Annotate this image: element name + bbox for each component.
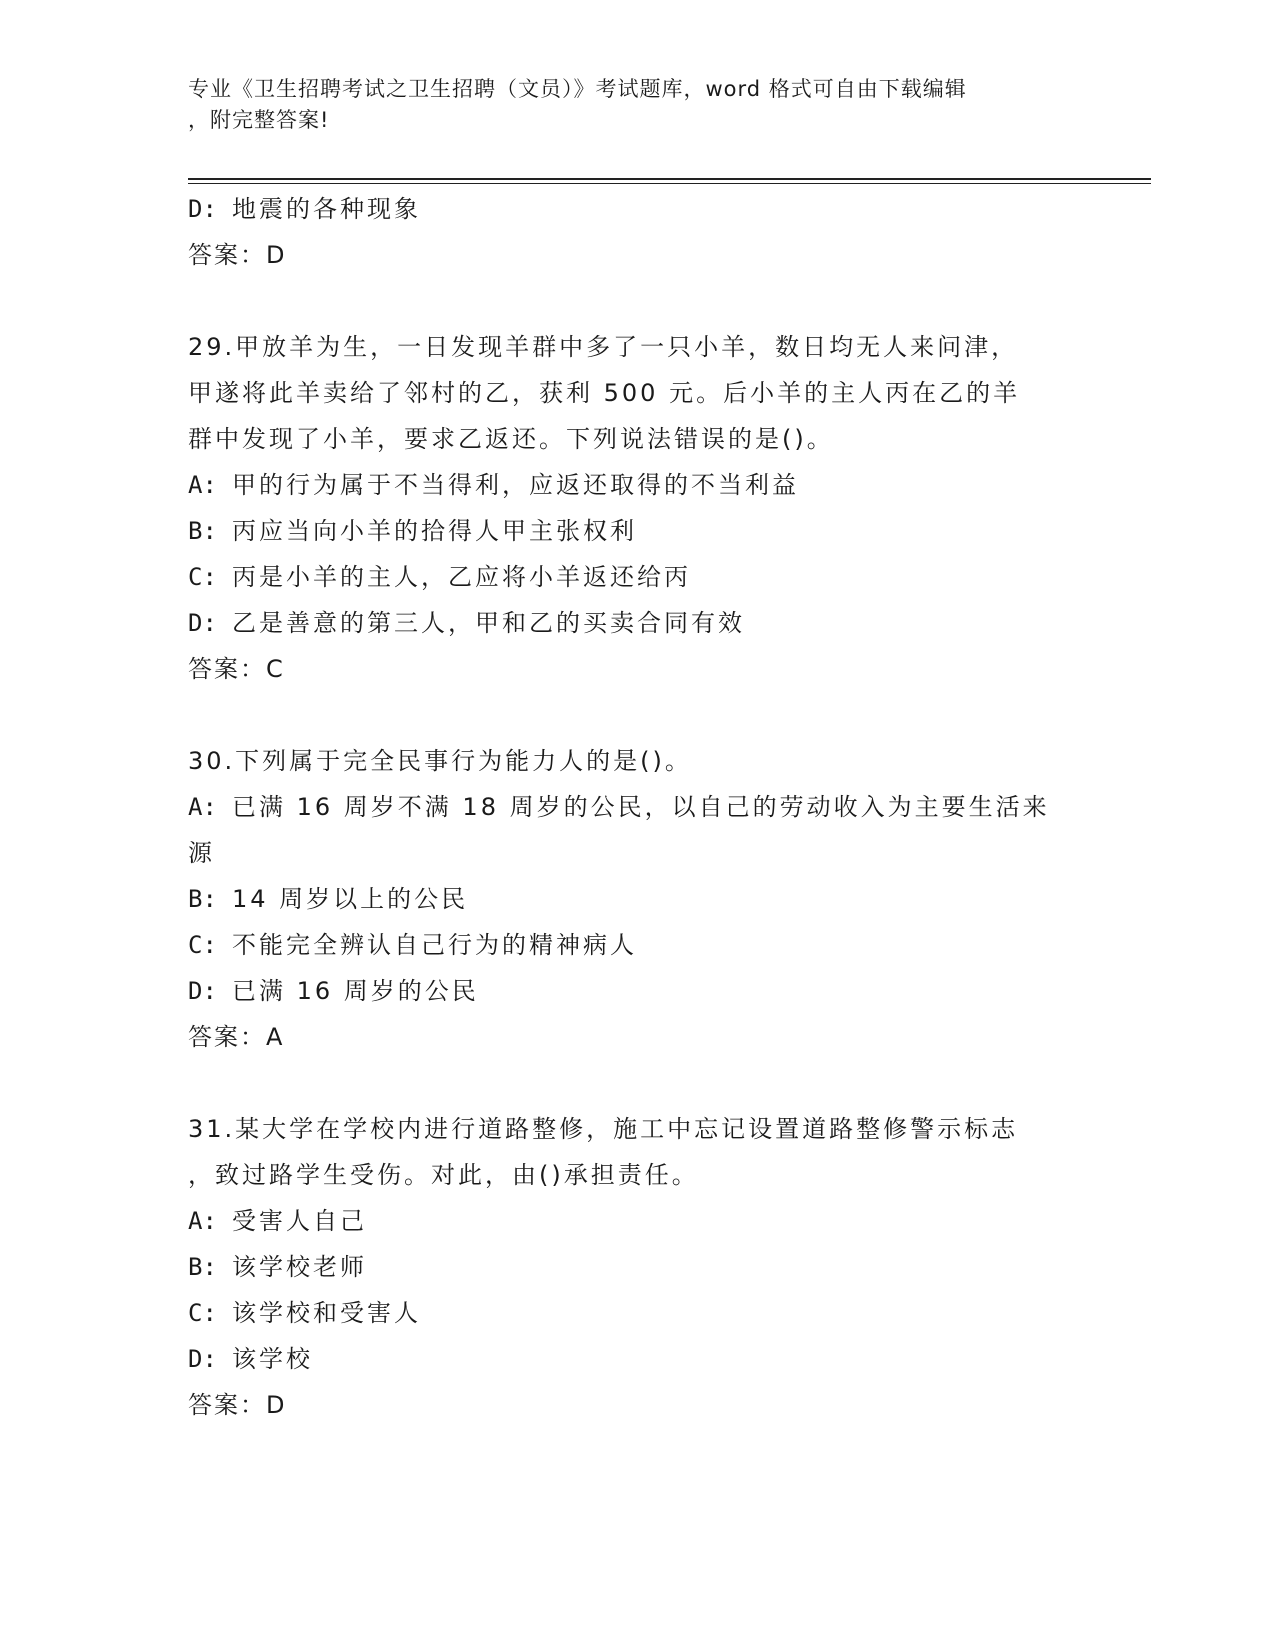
option-b bbox=[188, 876, 1088, 922]
option-b bbox=[188, 1244, 1088, 1290]
option-text: 该学校老师 bbox=[232, 1253, 367, 1281]
option-a-continuation: 源 bbox=[188, 839, 215, 867]
option-text: 丙是小羊的主人，乙应将小羊返还给丙 bbox=[232, 563, 691, 591]
spacer bbox=[188, 278, 1088, 324]
option-label: D: bbox=[188, 609, 217, 637]
option-a bbox=[188, 1198, 1088, 1244]
option-label: B: bbox=[188, 1253, 217, 1281]
option-label: C: bbox=[188, 1299, 217, 1327]
option-d bbox=[188, 968, 1088, 1014]
option-c bbox=[188, 554, 1088, 600]
option-c bbox=[188, 1290, 1088, 1336]
answer: 答案：C bbox=[188, 655, 285, 683]
option-a bbox=[188, 462, 1088, 508]
header-line-2: ，附完整答案! bbox=[188, 108, 330, 132]
option-d bbox=[188, 600, 1088, 646]
page-header bbox=[188, 74, 1068, 136]
question-stem-line: 甲遂将此羊卖给了邻村的乙，获利 500 元。后小羊的主人丙在乙的羊 bbox=[188, 379, 1021, 407]
option-label: A: bbox=[188, 471, 217, 499]
question-stem-line: 29.甲放羊为生，一日发现羊群中多了一只小羊，数日均无人来问津， bbox=[188, 333, 1019, 361]
option-label: A: bbox=[188, 1207, 217, 1235]
option-label: B: bbox=[188, 517, 217, 545]
option-text: 地震的各种现象 bbox=[232, 195, 421, 223]
option-text: 甲的行为属于不当得利，应返还取得的不当利益 bbox=[232, 471, 799, 499]
header-line-1: 专业《卫生招聘考试之卫生招聘（文员）》考试题库，word 格式可自由下载编辑 bbox=[188, 77, 967, 101]
spacer bbox=[188, 1060, 1088, 1106]
option-label: B: bbox=[188, 885, 217, 913]
previous-option-d bbox=[188, 186, 1088, 232]
option-label: C: bbox=[188, 563, 217, 591]
option-b bbox=[188, 508, 1088, 554]
option-text: 14 周岁以上的公民 bbox=[232, 885, 469, 913]
spacer bbox=[188, 692, 1088, 738]
option-label: D: bbox=[188, 1345, 217, 1373]
option-text: 丙应当向小羊的拾得人甲主张权利 bbox=[232, 517, 637, 545]
option-text: 该学校 bbox=[232, 1345, 313, 1373]
option-text: 已满 16 周岁的公民 bbox=[232, 977, 479, 1005]
question-stem-line: ，致过路学生受伤。对此，由()承担责任。 bbox=[188, 1161, 699, 1189]
question-stem-line: 31.某大学在学校内进行道路整修，施工中忘记设置道路整修警示标志 bbox=[188, 1115, 1019, 1143]
document-body bbox=[188, 186, 1088, 1428]
question-stem-line: 群中发现了小羊，要求乙返还。下列说法错误的是()。 bbox=[188, 425, 834, 453]
option-label: A: bbox=[188, 793, 217, 821]
question-31 bbox=[188, 1106, 1088, 1428]
option-text: 该学校和受害人 bbox=[232, 1299, 421, 1327]
answer: 答案：A bbox=[188, 1023, 285, 1051]
previous-answer: 答案：D bbox=[188, 241, 287, 269]
option-label: D: bbox=[188, 195, 217, 223]
header-divider bbox=[188, 178, 1151, 184]
option-text: 已满 16 周岁不满 18 周岁的公民，以自己的劳动收入为主要生活来 bbox=[232, 793, 1050, 821]
question-29 bbox=[188, 324, 1088, 692]
option-text: 乙是善意的第三人，甲和乙的买卖合同有效 bbox=[232, 609, 745, 637]
option-a bbox=[188, 784, 1088, 830]
option-label: C: bbox=[188, 931, 217, 959]
option-d bbox=[188, 1336, 1088, 1382]
question-30 bbox=[188, 738, 1088, 1060]
question-stem-line: 30.下列属于完全民事行为能力人的是()。 bbox=[188, 747, 692, 775]
option-text: 不能完全辨认自己行为的精神病人 bbox=[232, 931, 637, 959]
answer: 答案：D bbox=[188, 1391, 287, 1419]
option-label: D: bbox=[188, 977, 217, 1005]
option-text: 受害人自己 bbox=[232, 1207, 367, 1235]
option-c bbox=[188, 922, 1088, 968]
